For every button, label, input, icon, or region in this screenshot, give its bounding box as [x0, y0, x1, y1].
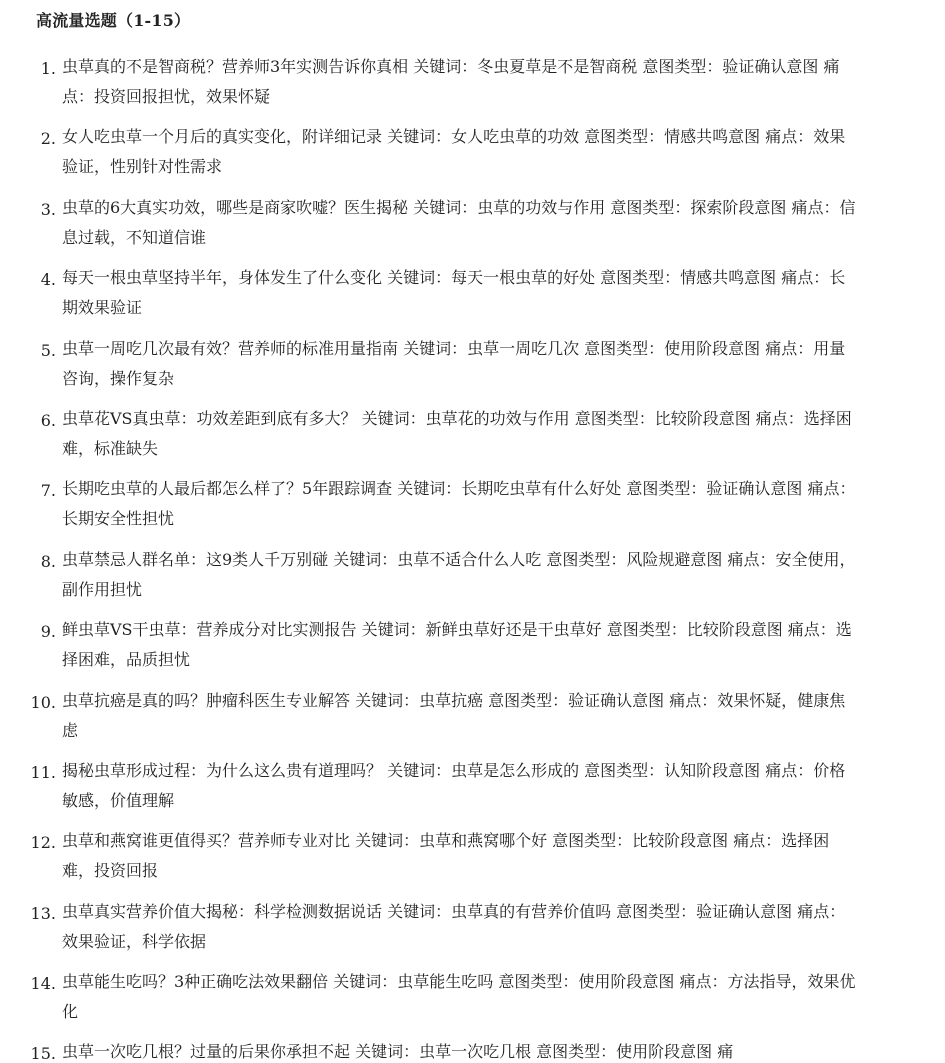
topic-list	[0, 55, 945, 1063]
list-item-text: 虫草花VS真虫草：功效差距到底有多大？ 关键词：虫草花的功效与作用 意图类型：比较阶段意图 痛点：选择困难，标准缺失	[62, 408, 852, 458]
list-item	[0, 477, 945, 547]
list-item	[0, 618, 945, 688]
list-item	[0, 689, 945, 759]
list-item	[0, 337, 945, 407]
list-item	[0, 759, 945, 829]
list-item-number: 12.	[30, 833, 56, 853]
list-item	[0, 548, 945, 618]
list-item	[0, 407, 945, 477]
list-item	[0, 55, 945, 125]
list-item-text: 虫草抗癌是真的吗？肿瘤科医生专业解答 关键词：虫草抗癌 意图类型：验证确认意图 痛点：效果怀疑，健康焦虑	[62, 690, 846, 740]
list-item-number: 4.	[40, 270, 56, 290]
list-item-number: 13.	[30, 903, 56, 923]
list-item-number: 5.	[40, 340, 56, 360]
list-item-text: 虫草一周吃几次最有效？营养师的标准用量指南 关键词：虫草一周吃几次 意图类型：使用阶段意图 痛点：用量咨询，操作复杂	[62, 338, 846, 388]
list-item-text: 虫草的6大真实功效，哪些是商家吹嘘？医生揭秘 关键词：虫草的功效与作用 意图类型：探索阶段意图 痛点：信息过载，不知道信谁	[62, 197, 856, 247]
list-item	[0, 1040, 945, 1063]
list-item	[0, 266, 945, 336]
list-item-text: 虫草禁忌人群名单：这9类人千万别碰 关键词：虫草不适合什么人吃 意图类型：风险规避意图 痛点：安全使用，副作用担忧	[62, 549, 856, 599]
list-item-text: 鲜虫草VS干虫草：营养成分对比实测报告 关键词：新鲜虫草好还是干虫草好 意图类型：比较阶段意图 痛点：选择困难，品质担忧	[62, 620, 852, 670]
list-item-number: 2.	[40, 129, 56, 149]
list-item-number: 3.	[40, 199, 56, 219]
list-item-text: 虫草真的不是智商税？营养师3年实测告诉你真相 关键词：冬虫夏草是不是智商税 意图类型：验证确认意图 痛点：投资回报担忧，效果怀疑	[62, 57, 840, 106]
list-item-text: 虫草一次吃几根？过量的后果你承担不起 关键词：虫草一次吃几根 意图类型：使用阶段意图 痛	[62, 1042, 734, 1062]
list-item	[0, 196, 945, 266]
list-item-text: 女人吃虫草一个月后的真实变化，附详细记录 关键词：女人吃虫草的功效 意图类型：情感共鸣意图 痛点：效果验证，性别针对性需求	[62, 127, 846, 177]
list-item-number: 11.	[30, 762, 56, 782]
list-item-text: 揭秘虫草形成过程：为什么这么贵有道理吗？ 关键词：虫草是怎么形成的 意图类型：认知阶段意图 痛点：价格敏感，价值理解	[62, 760, 846, 810]
list-item-number: 1.	[40, 59, 56, 78]
list-item-text: 虫草和燕窝谁更值得买？营养师专业对比 关键词：虫草和燕窝哪个好 意图类型：比较阶段意图 痛点：选择困难，投资回报	[62, 831, 830, 881]
list-item-number: 9.	[40, 622, 56, 642]
list-item-number: 6.	[40, 410, 56, 430]
list-item-text: 虫草真实营养价值大揭秘：科学检测数据说话 关键词：虫草真的有营养价值吗 意图类型：验证确认意图 痛点：效果验证，科学依据	[62, 901, 846, 951]
list-item-number: 7.	[40, 481, 56, 501]
list-item-number: 14.	[30, 974, 56, 994]
section-title: 高流量选题（1-15）	[36, 11, 191, 30]
list-item-number: 10.	[30, 692, 56, 712]
list-item-text: 虫草能生吃吗？3种正确吃法效果翻倍 关键词：虫草能生吃吗 意图类型：使用阶段意图 痛点：方法指导，效果优化	[62, 972, 856, 1022]
list-item	[0, 900, 945, 970]
list-item	[0, 829, 945, 899]
list-item-text: 每天一根虫草坚持半年，身体发生了什么变化 关键词：每天一根虫草的好处 意图类型：情感共鸣意图 痛点：长期效果验证	[62, 268, 846, 318]
list-item-text: 长期吃虫草的人最后都怎么样了？5年跟踪调查 关键词：长期吃虫草有什么好处 意图类型：验证确认意图 痛点：长期安全性担忧	[62, 479, 856, 529]
list-item-number: 15.	[30, 1044, 56, 1063]
list-item-number: 8.	[40, 551, 56, 571]
list-item	[0, 125, 945, 195]
list-item	[0, 970, 945, 1040]
